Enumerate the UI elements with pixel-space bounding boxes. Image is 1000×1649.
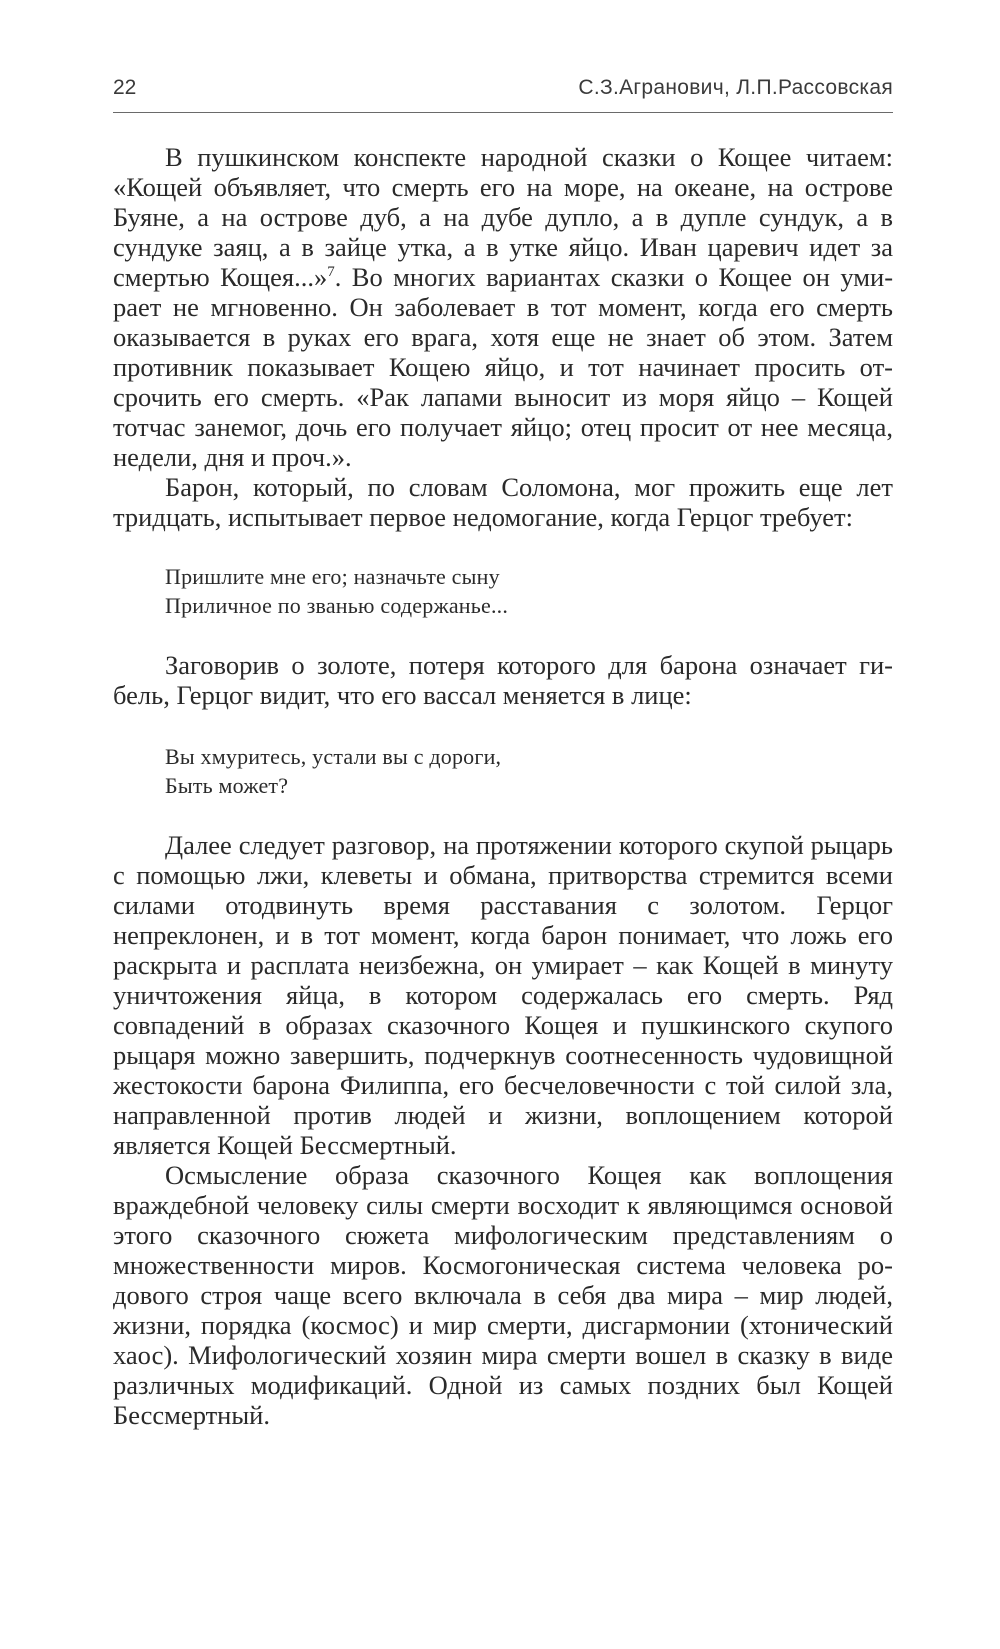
header-rule	[113, 112, 893, 113]
verse-line: Вы хмуритесь, устали вы с дороги,	[165, 744, 502, 769]
footnote-marker: 7	[327, 264, 335, 281]
verse-line: Быть может?	[165, 773, 289, 798]
verse-line: Приличное по званью содержанье...	[165, 593, 509, 618]
verse-quote-2	[165, 742, 893, 800]
paragraph-1-part-a: В пушкинском конспекте народной сказки о Кощее читаем: «Кощей объявляет, что смерть его на море, на океане, на острове Буяне, а на острове дуб, а на дубе дупло, а в дупле сундук, а в сундуке заяц, а в зайце утка, а в утке яйцо. Иван царевич идет за смертью Кощея...»	[113, 142, 893, 292]
verse-line: Пришлите мне его; назначьте сыну	[165, 564, 500, 589]
verse-quote-1	[165, 562, 893, 620]
body-text	[113, 142, 893, 1430]
page-header	[113, 72, 893, 108]
page-number: 22	[113, 76, 137, 99]
paragraph-2: Барон, который, по словам Соломона, мог прожить еще лет тридцать, испытывает первое недомогание, когда Герцог требует:	[113, 472, 893, 532]
paragraph-3: Заговорив о золоте, потеря которого для барона означает гибель, Герцог видит, что его вассал меняется в лице:	[113, 650, 893, 710]
paragraph-4: Далее следует разговор, на протяжении которого скупой рыцарь с помощью лжи, клеветы и обмана, притворства стремится всеми силами отодвинуть время расставания с золотом. Герцог непреклонен, и в тот момент, когда барон понимает, что ложь его раскрыта и расплата неизбежна, он умирает – как Кощей в минуту уничтожения яйца, в котором содержалась его смерть. Ряд совпадений в образах сказочного Кощея и пушкинского скупого рыцаря можно завершить, подчеркнув соотнесенность чудовищной жестокости барона Филиппа, его бесчеловечности с той силой зла, направленной против людей и жизни, воплощением которой является Кощей Бессмертный.	[113, 830, 893, 1160]
running-head-authors: С.З.Агранович, Л.П.Рассовская	[578, 76, 893, 99]
paragraph-1	[113, 142, 893, 472]
paragraph-5: Осмысление образа сказочного Кощея как воплощения враждебной человеку силы смерти восходит к являющимся основой этого сказочного сюжета мифологическим представлениям о множественности миров. Космогоническая система человека родового строя чаще всего включала в себя два мира – мир людей, жизни, порядка (космос) и мир смерти, дисгармонии (хтонический хаос). Мифологический хозяин мира смерти вошел в сказку в виде различных модификаций. Одной из самых поздних был Кощей Бессмертный.	[113, 1160, 893, 1430]
paragraph-1-part-b: . Во многих вариантах сказки о Кощее он умирает не мгновенно. Он заболевает в тот момент, когда его смерть оказывается в руках его врага, хотя еще не знает об этом. Затем противник показывает Кощею яйцо, и тот начинает просить отсрочить его смерть. «Рак лапами выносит из моря яйцо – Кощей тотчас занемог, дочь его получает яйцо; отец просит от нее месяца, недели, дня и проч.».	[113, 262, 894, 472]
